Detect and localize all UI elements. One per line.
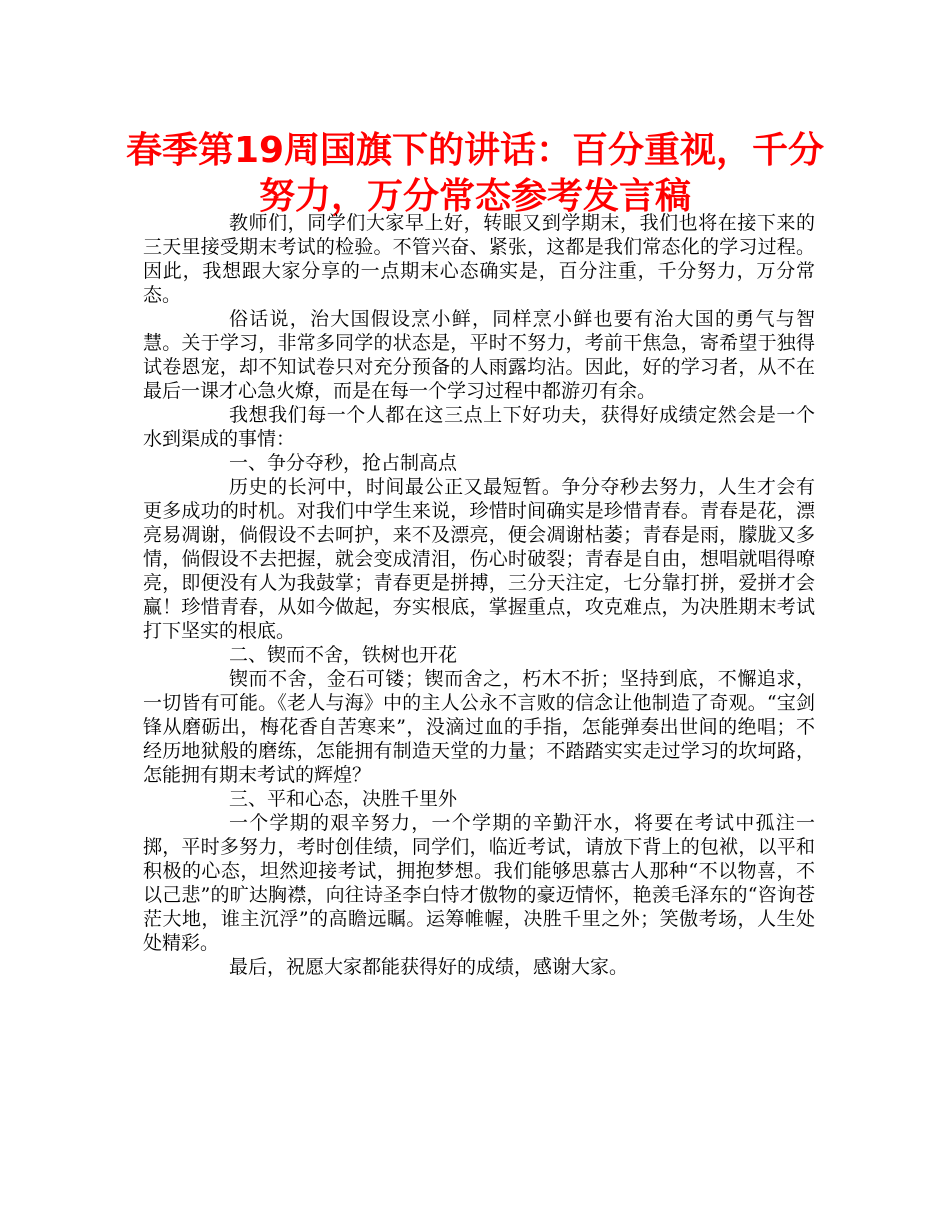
document-title: 春季第19周国旗下的讲话：百分重视，千分努力，万分常态参考发言稿 (125, 130, 825, 217)
paragraph-proverb: 俗话说，治大国假设烹小鲜，同样烹小鲜也要有治大国的勇气与智慧。关于学习，非常多同学的状态是，平时不努力，考前干焦急，寄希望于独得试卷恩宠，却不知试卷只对充分预备的人雨露均沾。因此，好的学习者，从不在最后一课才心急火燎，而是在每一个学习过程中都游刃有余。 (143, 308, 815, 402)
paragraph-three-points: 我想我们每一个人都在这三点上下好功夫，获得好成绩定然会是一个水到渠成的事情： (143, 404, 815, 450)
section-heading-2: 二、锲而不舍，铁树也开花 (229, 644, 458, 666)
section-heading-1: 一、争分夺秒，抢占制高点 (229, 452, 458, 474)
paragraph-greeting: 教师们，同学们大家早上好，转眼又到学期末，我们也将在接下来的三天里接受期末考试的检验。不管兴奋、紧张，这都是我们常态化的学习过程。因此，我想跟大家分享的一点期末心态确实是，百分注重，千分努力，万分常态。 (143, 212, 815, 306)
section-heading-3: 三、平和心态，决胜千里外 (229, 788, 458, 810)
document-body (143, 211, 815, 979)
paragraph-closing: 最后，祝愿大家都能获得好的成绩，感谢大家。 (229, 956, 629, 978)
paragraph-section-3: 一个学期的艰辛努力，一个学期的辛勤汗水，将要在考试中孤注一掷，平时多努力，考时创佳绩，同学们，临近考试，请放下背上的包袱，以平和积极的心态，坦然迎接考试，拥抱梦想。我们能够思慕古人那种“不以物喜，不以己悲”的旷达胸襟，向往诗圣李白恃才傲物的豪迈情怀，艳羡毛泽东的“咨询苍茫大地，谁主沉浮”的高瞻远瞩。运筹帷幄，决胜千里之外；笑傲考场，人生处处精彩。 (143, 812, 815, 954)
paragraph-section-1: 历史的长河中，时间最公正又最短暂。争分夺秒去努力，人生才会有更多成功的时机。对我们中学生来说，珍惜时间确实是珍惜青春。青春是花，漂亮易凋谢，倘假设不去呵护，来不及漂亮，便会凋谢枯萎；青春是雨，朦胧又多情，倘假设不去把握，就会变成清泪，伤心时破裂；青春是自由，想唱就唱得嘹亮，即便没有人为我鼓掌；青春更是拼搏，三分天注定，七分靠打拼，爱拼才会赢！珍惜青春，从如今做起，夯实根底，掌握重点，攻克难点，为决胜期末考试打下坚实的根底。 (143, 476, 815, 642)
paragraph-section-2: 锲而不舍，金石可镂；锲而舍之，朽木不折；坚持到底，不懈追求，一切皆有可能。《老人与海》中的主人公永不言败的信念让他制造了奇观。“宝剑锋从磨砺出，梅花香自苦寒来”，没滴过血的手指，怎能弹奏出世间的绝唱；不经历地狱般的磨练，怎能拥有制造天堂的力量；不踏踏实实走过学习的坎坷路，怎能拥有期末考试的辉煌？ (143, 668, 815, 786)
